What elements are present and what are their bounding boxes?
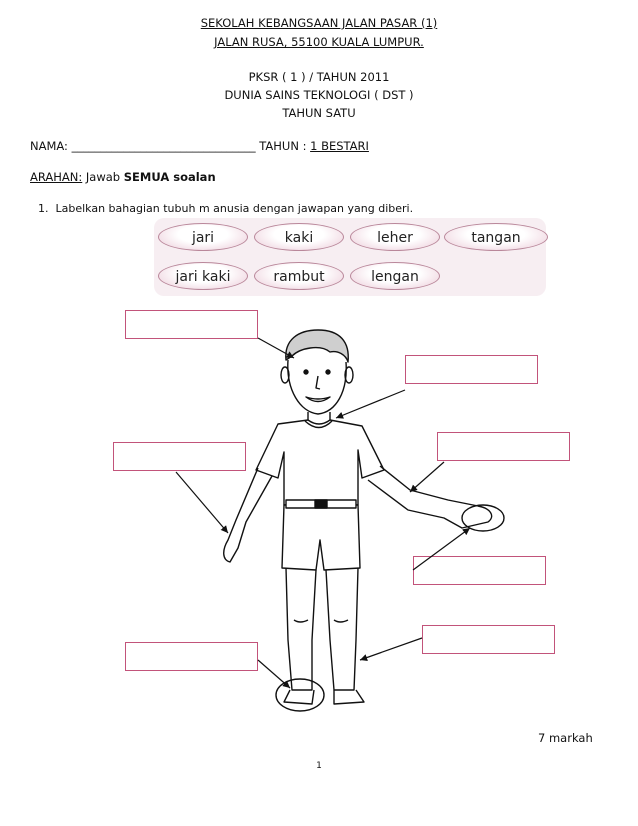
school-name: SEKOLAH KEBANGSAAN JALAN PASAR (1): [200, 16, 438, 30]
word-lengan: lengan: [350, 262, 440, 290]
pointer-hand: [410, 462, 444, 492]
marks-label: 7 markah: [538, 731, 593, 745]
page-number: 1: [316, 761, 322, 771]
word-kaki: kaki: [254, 223, 344, 251]
word-jari: jari: [158, 223, 248, 251]
word-tangan: tangan: [444, 223, 548, 251]
pointer-leg: [360, 638, 422, 660]
pointer-finger: [413, 528, 470, 570]
question-number: 1.: [38, 202, 49, 215]
name-field[interactable]: NAMA: ________________________________: [30, 139, 256, 153]
exam-title: PKSR ( 1 ) / TAHUN 2011: [248, 70, 390, 84]
word-rambut: rambut: [254, 262, 344, 290]
instructions-label: ARAHAN:: [30, 170, 83, 184]
word-jari-kaki: jari kaki: [158, 262, 248, 290]
year-title: TAHUN SATU: [282, 106, 356, 120]
word-leher: leher: [350, 223, 440, 251]
question-text: Labelkan bahagian tubuh m anusia dengan jawapan yang diberi.: [55, 202, 414, 215]
year-label: TAHUN :: [259, 139, 307, 153]
pointer-neck: [336, 390, 405, 418]
instructions-text: Jawab: [85, 170, 121, 184]
pointer-toe: [258, 660, 290, 688]
subject-title: DUNIA SAINS TEKNOLOGI ( DST ): [224, 88, 414, 102]
pointer-arm: [176, 472, 228, 533]
class-value: 1 BESTARI: [310, 139, 369, 153]
instructions-emphasis: SEMUA soalan: [123, 170, 216, 184]
school-address: JALAN RUSA, 55100 KUALA LUMPUR.: [214, 35, 424, 49]
